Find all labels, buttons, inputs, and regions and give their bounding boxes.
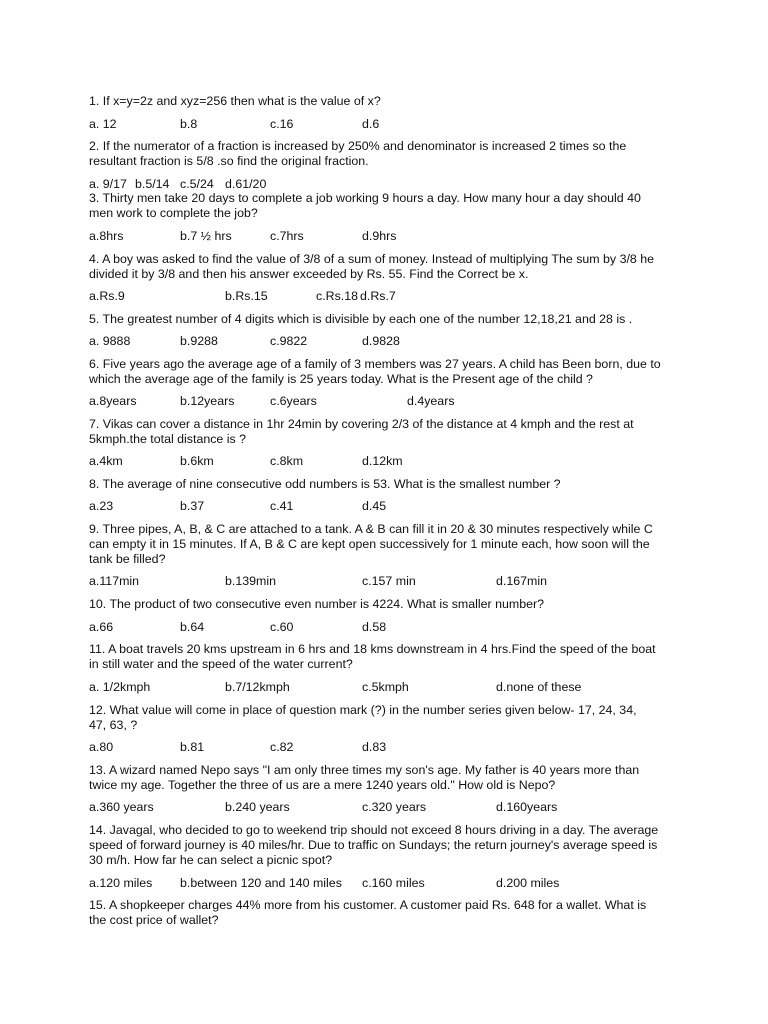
question-15: 15. A shopkeeper charges 44% more from his customer. A customer paid Rs. 648 for a wallet. What is the cost price of wallet? xyxy=(89,898,647,927)
option-c: c.157 min xyxy=(362,574,416,588)
option-a: a.4km xyxy=(89,454,123,468)
option-a: a. 1/2kmph xyxy=(89,680,151,694)
option-d: d.6 xyxy=(362,117,380,131)
question-14: 14. Javagal, who decided to go to weekend trip should not exceed 8 hours driving in a day. The average speed of forward journey is 40 miles/hr. Due to traffic on Sundays; the return journey's average speed is 30 m/h. How far he can select a picnic spot? xyxy=(89,823,659,867)
option-d: d.160years xyxy=(496,800,558,814)
option-b: b.9288 xyxy=(180,334,218,348)
options-6 xyxy=(89,394,709,409)
option-a: a.66 xyxy=(89,620,114,634)
option-d: d.9hrs xyxy=(362,229,397,243)
question-7: 7. Vikas can cover a distance in 1hr 24min by covering 2/3 of the distance at 4 kmph and the rest at 5kmph.the total distance is ? xyxy=(89,417,634,446)
option-d: d.167min xyxy=(496,574,547,588)
option-b: b.12years xyxy=(180,394,235,408)
question-4: 4. A boy was asked to find the value of 3/8 of a sum of money. Instead of multiplying The sum by 3/8 he divided it by 3/8 and then his answer exceeded by Rs. 55. Find the Correct be x. xyxy=(89,252,655,281)
option-c: c.6years xyxy=(270,394,317,408)
option-a: a.Rs.9 xyxy=(89,289,125,303)
option-b: b.Rs.15 xyxy=(225,289,268,303)
options-14 xyxy=(89,876,709,891)
options-12 xyxy=(89,740,709,755)
option-b: b.81 xyxy=(180,740,205,754)
question-8: 8. The average of nine consecutive odd numbers is 53. What is the smallest number ? xyxy=(89,477,561,491)
option-d: d.61/20 xyxy=(225,177,267,191)
option-d: d.none of these xyxy=(496,680,582,694)
options-5 xyxy=(89,334,709,349)
option-c: c.9822 xyxy=(270,334,308,348)
option-c: c.Rs.18 xyxy=(316,289,359,303)
option-d: d.200 miles xyxy=(496,876,560,890)
question-2: 2. If the numerator of a fraction is increased by 250% and denominator is increased 2 times so the resultant fraction is 5/8 .so find the original fraction. xyxy=(89,139,627,168)
question-3: 3. Thirty men take 20 days to complete a job working 9 hours a day. How many hour a day should 40 men work to complete the job? xyxy=(89,191,641,220)
option-a: a.117min xyxy=(89,574,140,588)
option-a: a.23 xyxy=(89,499,114,513)
question-10: 10. The product of two consecutive even number is 4224. What is smaller number? xyxy=(89,597,545,611)
options-2 xyxy=(89,177,709,192)
option-b: b.7/12kmph xyxy=(225,680,290,694)
options-9 xyxy=(89,574,709,589)
option-d: d.4years xyxy=(407,394,455,408)
options-7 xyxy=(89,454,709,469)
option-c: c.5kmph xyxy=(362,680,409,694)
question-5: 5. The greatest number of 4 digits which is divisible by each one of the number 12,18,21 and 28 is . xyxy=(89,312,633,326)
option-a: a.8hrs xyxy=(89,229,124,243)
option-c: c.320 years xyxy=(362,800,427,814)
option-c: c.60 xyxy=(270,620,294,634)
option-b: b.37 xyxy=(180,499,205,513)
option-d: d.Rs.7 xyxy=(360,289,396,303)
option-b: b.8 xyxy=(180,117,198,131)
option-b: b.7 ½ hrs xyxy=(180,229,232,243)
option-b: b.240 years xyxy=(225,800,290,814)
option-c: c.7hrs xyxy=(270,229,304,243)
option-b: b.6km xyxy=(180,454,214,468)
option-b: b.5/14 xyxy=(135,177,170,191)
option-a: a. 9888 xyxy=(89,334,131,348)
option-d: d.58 xyxy=(362,620,387,634)
question-1: 1. If x=y=2z and xyz=256 then what is the value of x? xyxy=(89,94,381,108)
question-9: 9. Three pipes, A, B, & C are attached to a tank. A & B can fill it in 20 & 30 minutes respectively while C can empty it in 15 minutes. If A, B & C are kept open successively for 1 minute each, how soon will the tank be filled? xyxy=(89,522,653,566)
option-d: d.83 xyxy=(362,740,387,754)
option-a: a.80 xyxy=(89,740,114,754)
options-10 xyxy=(89,620,709,635)
option-c: c.41 xyxy=(270,499,294,513)
option-c: c.82 xyxy=(270,740,294,754)
option-a: a. 12 xyxy=(89,117,117,131)
question-12: 12. What value will come in place of question mark (?) in the number series given below- 17, 24, 34, 47, 63, ? xyxy=(89,703,637,732)
option-c: c.16 xyxy=(270,117,294,131)
question-6: 6. Five years ago the average age of a family of 3 members was 27 years. A child has Been born, due to which the average age of the family is 25 years today. What is the Present age of the child ? xyxy=(89,357,661,386)
option-c: c.8km xyxy=(270,454,304,468)
options-1 xyxy=(89,117,709,132)
option-d: d.9828 xyxy=(362,334,400,348)
option-c: c.5/24 xyxy=(180,177,214,191)
options-3 xyxy=(89,229,709,244)
options-11 xyxy=(89,680,709,695)
option-b: b.between 120 and 140 miles xyxy=(180,876,342,890)
question-13: 13. A wizard named Nepo says "I am only three times my son's age. My father is 40 years more than twice my age. Together the three of us are a mere 1240 years old." How old is Nepo? xyxy=(89,763,640,792)
options-13 xyxy=(89,800,709,815)
option-a: a. 9/17 xyxy=(89,177,127,191)
option-b: b.139min xyxy=(225,574,276,588)
options-8 xyxy=(89,499,709,514)
option-c: c.160 miles xyxy=(362,876,425,890)
option-a: a.8years xyxy=(89,394,137,408)
option-d: d.45 xyxy=(362,499,387,513)
option-a: a.360 years xyxy=(89,800,154,814)
options-4 xyxy=(89,289,709,304)
option-b: b.64 xyxy=(180,620,205,634)
question-11: 11. A boat travels 20 kms upstream in 6 hrs and 18 kms downstream in 4 hrs.Find the speed of the boat in still water and the speed of the water current? xyxy=(89,642,656,671)
option-a: a.120 miles xyxy=(89,876,153,890)
option-d: d.12km xyxy=(362,454,403,468)
